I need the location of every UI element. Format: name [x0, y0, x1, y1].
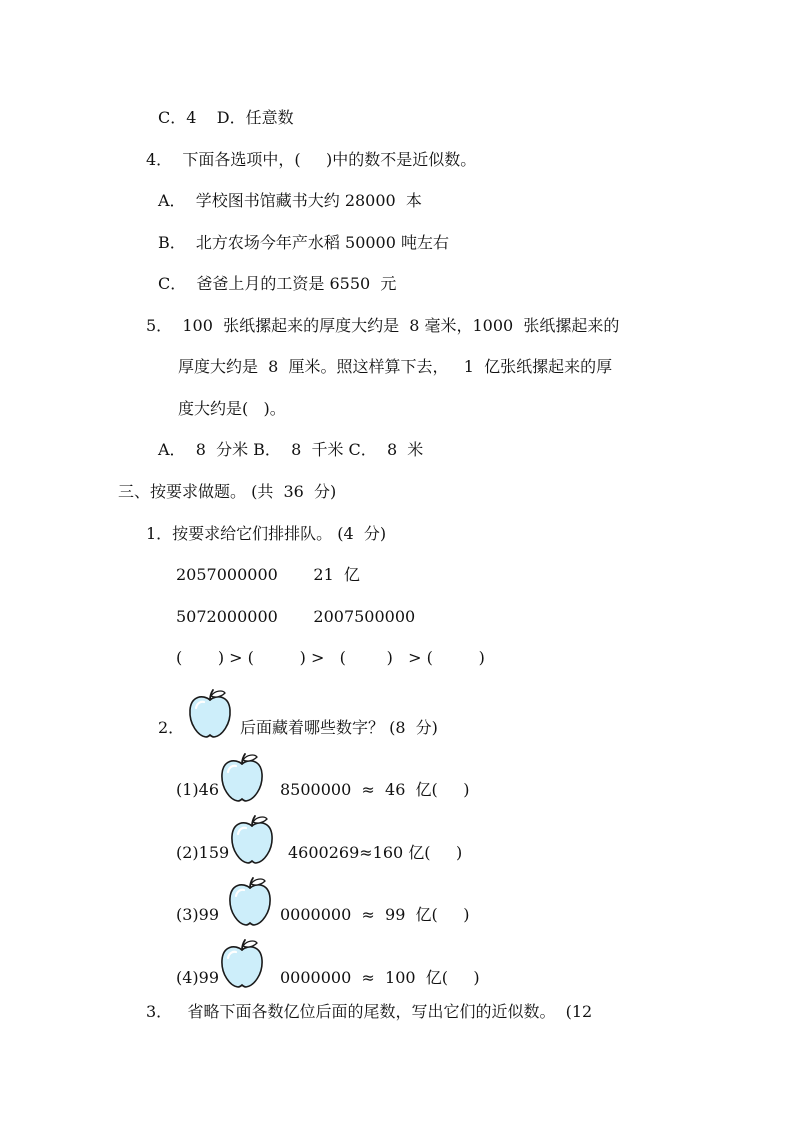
s3-q2-number: 2． — [158, 718, 185, 737]
s3-q2-item-4-right: 0000000 ≈ 100 亿( ) — [280, 968, 480, 987]
apple-icon — [218, 752, 266, 804]
apple-icon — [186, 688, 234, 740]
s3-q2-item-3-right: 0000000 ≈ 99 亿( ) — [280, 905, 470, 924]
s3-q1-numbers-row-1: 2057000000 21 亿 — [176, 565, 360, 584]
s3-q1-stem: 1．按要求给它们排排队。 (4 分) — [146, 524, 387, 543]
apple-icon — [218, 938, 266, 990]
q4-option-b: B． 北方农场今年产水稻 50000 吨左右 — [158, 233, 450, 252]
q4-option-c: C． 爸爸上月的工资是 6550 元 — [158, 274, 397, 293]
s3-q3-stem: 3． 省略下面各数亿位后面的尾数，写出它们的近似数。 (12 — [146, 1002, 593, 1021]
s3-q2-item-2-left: (2)159 — [176, 843, 230, 862]
q5-line-1: 5． 100 张纸摞起来的厚度大约是 8 毫米，1000 张纸摞起来的 — [146, 316, 620, 335]
s3-q2-item-3-left: (3)99 — [176, 905, 220, 924]
s3-q2-stem: 后面藏着哪些数字？ (8 分) — [240, 718, 438, 737]
q5-line-2: 厚度大约是 8 厘米。照这样算下去， 1 亿张纸摞起来的厚 — [178, 357, 613, 376]
s3-q1-order-blanks: ( ) > ( ) > ( ) > ( ) — [176, 648, 485, 667]
apple-icon — [228, 814, 276, 866]
q4-stem: 4． 下面各选项中，( )中的数不是近似数。 — [146, 150, 477, 169]
apple-icon — [226, 876, 274, 928]
s3-q1-numbers-row-2: 5072000000 2007500000 — [176, 607, 416, 626]
q5-line-3: 度大约是( )。 — [178, 399, 286, 418]
q5-options: A． 8 分米 B． 8 千米 C． 8 米 — [158, 440, 424, 459]
s3-q2-item-4-left: (4)99 — [176, 968, 220, 987]
s3-q2-item-1-right: 8500000 ≈ 46 亿( ) — [280, 780, 470, 799]
q3-options-cd: C．4 D．任意数 — [158, 108, 294, 127]
section-3-title: 三、按要求做题。 (共 36 分) — [118, 482, 337, 501]
s3-q2-item-2-right: 4600269≈160 亿( ) — [288, 843, 463, 862]
s3-q2-item-1-left: (1)46 — [176, 780, 220, 799]
q4-option-a: A． 学校图书馆藏书大约 28000 本 — [158, 191, 422, 210]
